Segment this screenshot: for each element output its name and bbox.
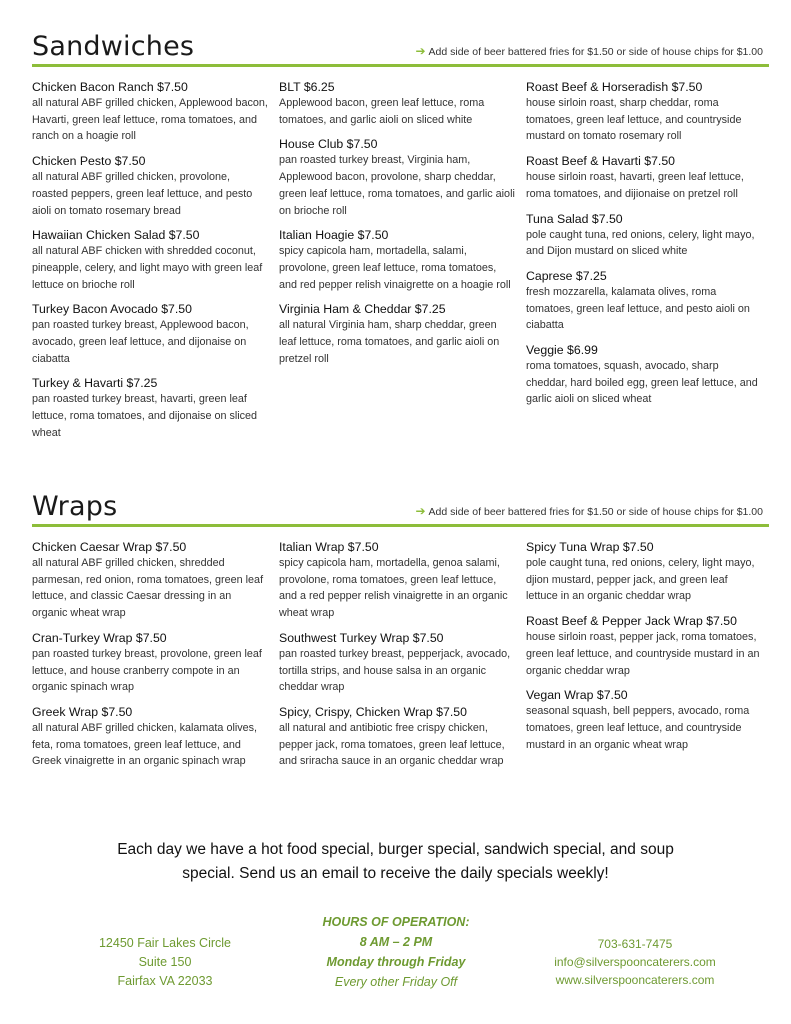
menu-item xyxy=(32,375,268,441)
wraps-column-3 xyxy=(526,539,762,761)
item-description: roma tomatoes, squash, avocado, sharp cheddar, hard boiled egg, green leaf lettuce, and garlic aioli on sliced wheat xyxy=(526,360,758,406)
menu-item xyxy=(526,211,762,260)
item-description: pole caught tuna, red onions, celery, light mayo, djion mustard, pepper jack, and green leaf lettuce in an organic cheddar wrap xyxy=(526,557,755,603)
address-suite: Suite 150 xyxy=(138,955,192,969)
item-description: all natural ABF grilled chicken, Applewood bacon, Havarti, green leaf lettuce, roma tomatoes, and ranch on a hoagie roll xyxy=(32,97,268,143)
menu-item xyxy=(32,539,268,622)
wraps-side-note xyxy=(415,504,763,518)
item-description: pan roasted turkey breast, Applewood bacon, avocado, green leaf lettuce, and dijonaise on ciabatta xyxy=(32,319,249,365)
item-description: house sirloin roast, pepper jack, roma tomatoes, green leaf lettuce, and countryside mustard in an organic cheddar wrap xyxy=(526,631,760,677)
menu-item xyxy=(526,268,762,334)
menu-item xyxy=(526,153,762,202)
item-name: Italian Hoagie $7.50 xyxy=(279,228,389,243)
item-description: spicy capicola ham, mortadella, genoa salami, provolone, roma tomatoes, green leaf lettuce, and a red pepper relish vinaigrette in an organic wheat wrap xyxy=(279,557,508,620)
menu-item xyxy=(32,301,268,367)
phone-number: 703-631-7475 xyxy=(597,937,673,951)
item-name: Caprese $7.25 xyxy=(526,268,607,283)
item-description: pan roasted turkey breast, pepperjack, avocado, tortilla strips, and house salsa in an organic cheddar wrap xyxy=(279,647,511,694)
item-name: Italian Wrap $7.50 xyxy=(279,540,379,554)
hours-title: HOURS OF OPERATION: xyxy=(322,915,470,929)
menu-item xyxy=(526,687,762,753)
hours-days: Monday through Friday xyxy=(326,955,466,969)
item-name: Greek Wrap $7.50 xyxy=(32,704,133,719)
item-name: Southwest Turkey Wrap $7.50 xyxy=(279,630,444,645)
item-description: pan roasted turkey breast, Virginia ham, Applewood bacon, provolone, sharp cheddar, green leaf lettuce, roma tomatoes, and garlic aioli on brioche roll xyxy=(279,154,515,217)
item-description: all natural Virginia ham, sharp cheddar, green leaf lettuce, roma tomatoes, and garlic aioli on pretzel roll xyxy=(279,319,500,365)
website-link[interactable]: www.silverspooncaterers.com xyxy=(555,973,715,987)
sandwiches-column-3 xyxy=(526,79,762,416)
item-name: House Club $7.50 xyxy=(279,137,378,152)
item-description: spicy capicola ham, mortadella, salami, provolone, green leaf lettuce, roma tomatoes, and red pepper relish vinaigrette on a hoagie roll xyxy=(279,245,511,291)
item-description: house sirloin roast, havarti, green leaf lettuce, roma tomatoes, and dijionaise on pretzel roll xyxy=(526,171,744,200)
menu-item xyxy=(32,153,268,219)
hours-time: 8 AM – 2 PM xyxy=(359,935,433,949)
hours-note: Every other Friday Off xyxy=(334,975,458,989)
item-description: all natural ABF grilled chicken, kalamata olives, feta, roma tomatoes, green leaf lettuce, and Greek vinaigrette in an organic spinach wrap xyxy=(32,721,258,768)
address-city: Fairfax VA 22033 xyxy=(117,974,213,988)
item-description: Applewood bacon, green leaf lettuce, roma tomatoes, and garlic aioli on sliced white xyxy=(279,97,485,126)
item-description: all natural ABF chicken with shredded coconut, pineapple, celery, and light mayo with green leaf lettuce on brioche roll xyxy=(32,245,263,291)
item-name: BLT $6.25 xyxy=(279,80,335,94)
contact-block xyxy=(530,935,740,989)
daily-specials-message xyxy=(60,838,731,886)
menu-item xyxy=(279,704,515,770)
right-arrow-icon: ➔ xyxy=(415,44,426,58)
item-description: pan roasted turkey breast, havarti, green leaf lettuce, roma tomatoes, and dijonaise on sliced wheat xyxy=(32,393,258,439)
item-name: Cran-Turkey Wrap $7.50 xyxy=(32,630,167,645)
menu-item xyxy=(279,301,515,367)
item-name: Veggie $6.99 xyxy=(526,343,598,358)
menu-item xyxy=(279,227,515,293)
sandwiches-column-1 xyxy=(32,79,268,450)
sandwiches-side-note xyxy=(415,44,763,58)
item-name: Tuna Salad $7.50 xyxy=(526,211,623,226)
item-description: seasonal squash, bell peppers, avocado, roma tomatoes, green leaf lettuce, and countryside mustard in an organic wheat wrap xyxy=(526,705,750,751)
item-description: pan roasted turkey breast, provolone, green leaf lettuce, and house cranberry compote in an organic spinach wrap xyxy=(32,647,262,694)
wraps-column-2 xyxy=(279,539,515,778)
menu-item xyxy=(32,704,268,770)
menu-item xyxy=(526,539,762,605)
menu-item xyxy=(32,630,268,696)
menu-item xyxy=(526,342,762,408)
wraps-note-text: Add side of beer battered fries for $1.50 or side of house chips for $1.00 xyxy=(428,506,763,518)
hours-block xyxy=(296,912,496,992)
menu-item xyxy=(279,630,515,696)
address-street: 12450 Fair Lakes Circle xyxy=(98,936,231,950)
item-name: Vegan Wrap $7.50 xyxy=(526,688,628,703)
wraps-header xyxy=(32,490,769,524)
wraps-divider xyxy=(32,524,769,527)
wraps-section xyxy=(32,490,769,768)
item-description: all natural ABF grilled chicken, shredded parmesan, red onion, roma tomatoes, green leaf lettuce, and classic Caesar dressing in an organic wheat wrap xyxy=(32,557,264,620)
menu-item xyxy=(279,136,515,219)
item-description: all natural ABF grilled chicken, provolone, roasted peppers, green leaf lettuce, and pesto aioli on tomato rosemary bread xyxy=(32,171,253,217)
address-block xyxy=(55,934,275,991)
item-name: Hawaiian Chicken Salad $7.50 xyxy=(32,228,200,243)
right-arrow-icon: ➔ xyxy=(415,504,426,518)
sandwiches-title: Sandwiches xyxy=(32,31,195,62)
item-name: Roast Beef & Havarti $7.50 xyxy=(526,154,676,169)
sandwiches-note-text: Add side of beer battered fries for $1.50 or side of house chips for $1.00 xyxy=(428,46,763,58)
menu-item xyxy=(32,227,268,293)
wraps-column-1 xyxy=(32,539,268,778)
menu-item xyxy=(32,79,268,145)
sandwiches-section xyxy=(32,30,769,439)
menu-item xyxy=(279,539,515,622)
item-name: Spicy, Crispy, Chicken Wrap $7.50 xyxy=(279,704,467,719)
item-name: Chicken Bacon Ranch $7.50 xyxy=(32,80,188,94)
wraps-title: Wraps xyxy=(32,491,118,522)
item-name: Turkey Bacon Avocado $7.50 xyxy=(32,302,192,317)
item-description: fresh mozzarella, kalamata olives, roma tomatoes, green leaf lettuce, and pesto aioli on ciabatta xyxy=(526,285,750,332)
menu-item xyxy=(526,613,762,679)
item-name: Chicken Pesto $7.50 xyxy=(32,154,146,169)
item-name: Roast Beef & Horseradish $7.50 xyxy=(526,80,703,94)
item-name: Virginia Ham & Cheddar $7.25 xyxy=(279,302,446,317)
email-link[interactable]: info@silverspooncaterers.com xyxy=(554,955,716,969)
item-name: Spicy Tuna Wrap $7.50 xyxy=(526,540,654,554)
item-name: Roast Beef & Pepper Jack Wrap $7.50 xyxy=(526,614,737,629)
sandwiches-divider xyxy=(32,64,769,67)
menu-item xyxy=(526,79,762,145)
daily-specials-line-1: Each day we have a hot food special, burger special, sandwich special, and soup xyxy=(117,841,674,858)
item-description: all natural and antibiotic free crispy chicken, pepper jack, roma tomatoes, green leaf lettuce, and sriracha sauce in an organic cheddar wrap xyxy=(279,721,505,768)
item-name: Turkey & Havarti $7.25 xyxy=(32,376,158,391)
item-name: Chicken Caesar Wrap $7.50 xyxy=(32,540,187,554)
sandwiches-column-2 xyxy=(279,79,515,375)
sandwiches-header xyxy=(32,30,769,64)
menu-item xyxy=(279,79,515,128)
daily-specials-line-2: special. Send us an email to receive the daily specials weekly! xyxy=(182,865,609,882)
item-description: house sirloin roast, sharp cheddar, roma tomatoes, green leaf lettuce, and countryside mustard on tomato rosemary roll xyxy=(526,97,742,143)
item-description: pole caught tuna, red onions, celery, light mayo, and Dijon mustard on sliced white xyxy=(526,228,755,258)
